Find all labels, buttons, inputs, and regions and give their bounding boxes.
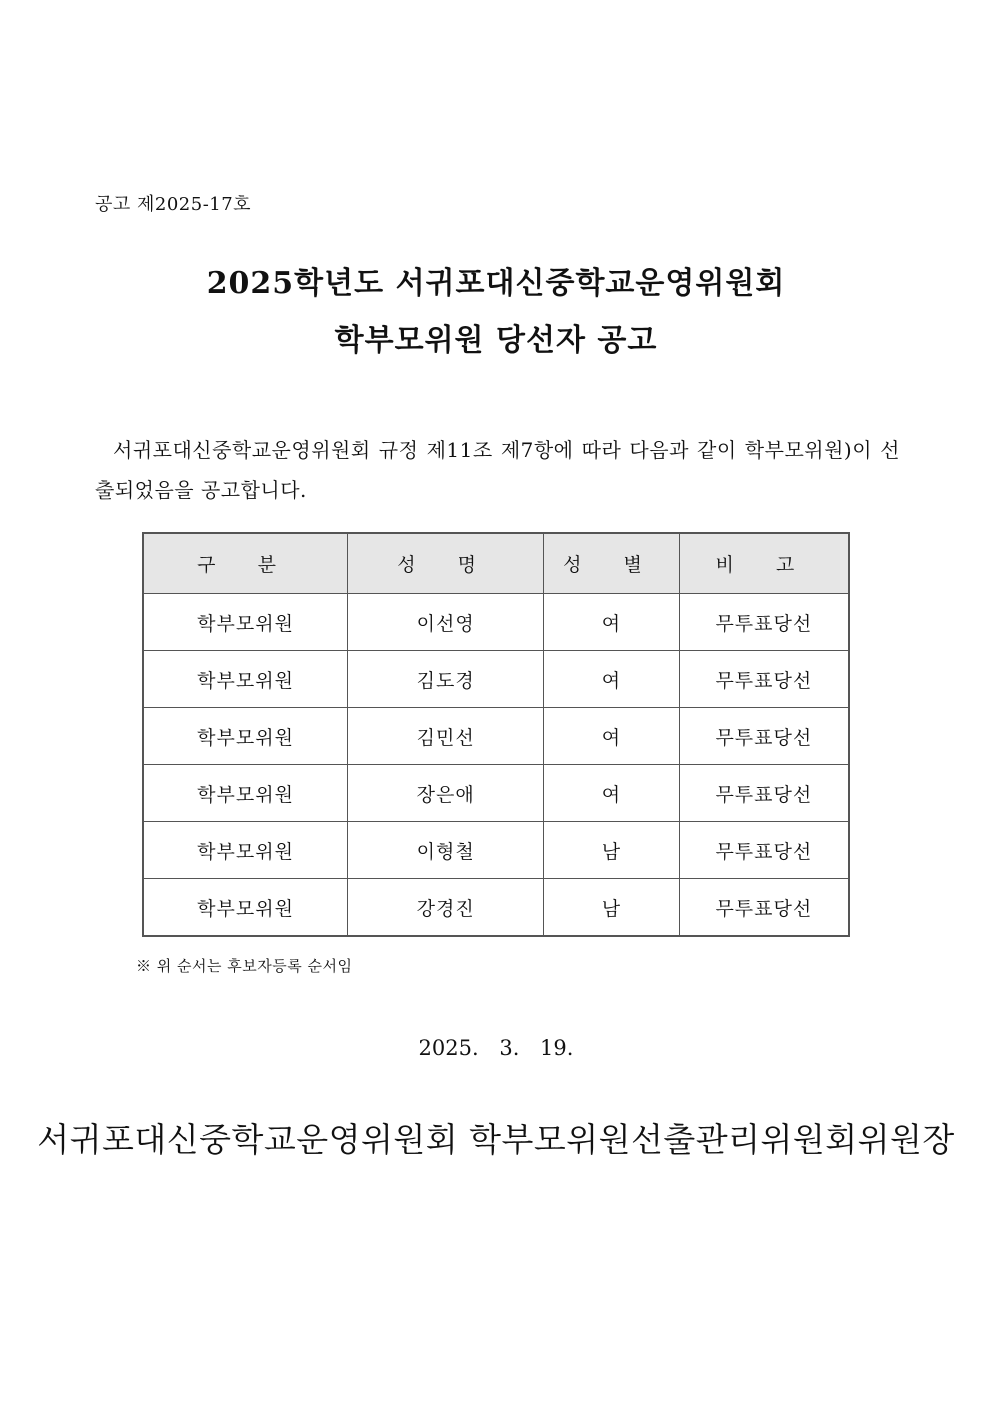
cell-category: 학부모위원 (143, 594, 348, 651)
table-row (143, 879, 849, 937)
header-gender: 성 별 (544, 533, 679, 594)
cell-remarks: 무투표당선 (679, 765, 849, 822)
cell-category: 학부모위원 (143, 822, 348, 879)
table-row (143, 765, 849, 822)
document-title-line1: 2025학년도 서귀포대신중학교운영위원회 (206, 266, 786, 301)
cell-name: 김도경 (348, 651, 544, 708)
announcement-date: 2025. 3. 19. (418, 1036, 574, 1060)
document-title-line2: 학부모위원 당선자 공고 (334, 323, 658, 358)
cell-remarks: 무투표당선 (679, 708, 849, 765)
cell-name: 이선영 (348, 594, 544, 651)
cell-category: 학부모위원 (143, 708, 348, 765)
winners-table (142, 532, 850, 937)
cell-gender: 여 (544, 594, 679, 651)
table-header-row (143, 533, 849, 594)
cell-remarks: 무투표당선 (679, 594, 849, 651)
cell-remarks: 무투표당선 (679, 651, 849, 708)
header-name: 성 명 (348, 533, 544, 594)
table-row (143, 822, 849, 879)
table-row (143, 708, 849, 765)
cell-gender: 남 (544, 822, 679, 879)
header-remarks: 비 고 (679, 533, 849, 594)
cell-gender: 여 (544, 765, 679, 822)
table-row (143, 651, 849, 708)
footnote: ※ 위 순서는 후보자등록 순서임 (136, 957, 353, 975)
cell-remarks: 무투표당선 (679, 879, 849, 937)
cell-name: 이형철 (348, 822, 544, 879)
table-row (143, 594, 849, 651)
issuer-signature: 서귀포대신중학교운영위원회 학부모위원선출관리위원회위원장 (37, 1120, 955, 1159)
cell-category: 학부모위원 (143, 765, 348, 822)
cell-gender: 남 (544, 879, 679, 937)
notice-number: 공고 제2025-17호 (95, 194, 252, 215)
cell-gender: 여 (544, 708, 679, 765)
header-category: 구 분 (143, 533, 348, 594)
intro-paragraph: 서귀포대신중학교운영위원회 규정 제11조 제7항에 따라 다음과 같이 학부모위원)이 선출되었음을 공고합니다. (95, 438, 900, 502)
cell-category: 학부모위원 (143, 879, 348, 937)
cell-name: 김민선 (348, 708, 544, 765)
cell-remarks: 무투표당선 (679, 822, 849, 879)
cell-name: 장은애 (348, 765, 544, 822)
cell-gender: 여 (544, 651, 679, 708)
cell-name: 강경진 (348, 879, 544, 937)
cell-category: 학부모위원 (143, 651, 348, 708)
